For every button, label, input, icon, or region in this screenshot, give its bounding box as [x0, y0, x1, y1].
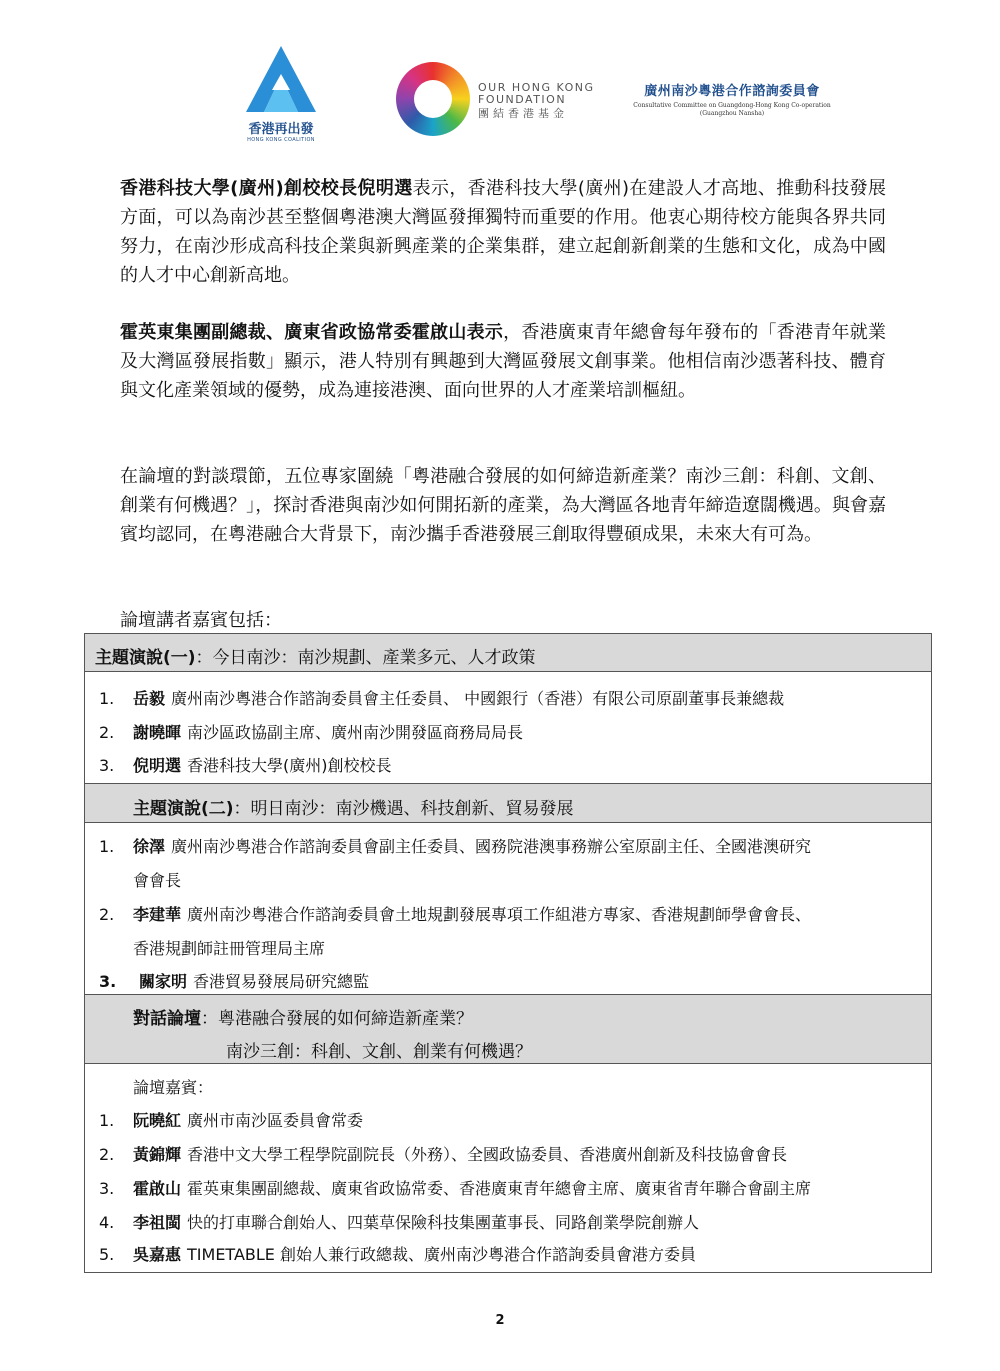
section-1-title: 主題演說(一) [95, 648, 196, 668]
speakers-table [84, 633, 932, 1273]
cc-en1: Consultative Committee on Guangdong-Hong Kong Co-operation [633, 102, 831, 109]
list-item: 1. 岳毅 廣州南沙粵港合作諮詢委員會主任委員、 中國銀行（香港）有限公司原副董事長兼總裁 [99, 689, 785, 708]
cc-en2: (Guangzhou Nansha) [699, 110, 765, 117]
section-3-topic: ：粵港融合發展的如何締造新產業？ [201, 1009, 473, 1029]
speakers-intro: 論壇講者嘉賓包括： [120, 610, 282, 631]
hkc-zh-text: 香港再出發 [248, 122, 314, 137]
p1-body: 表示，香港科技大學(廣州)在建設人才高地、推動科技發展方面，可以為南沙甚至整個粵港澳大灣區發揮獨特而重要的作用。他衷心期待校方能與各界共同努力，在南沙形成高科技企業與新興產業的企業集群，建立起創新創業的生態和文化，成為中國的人才中心創新高地。 [120, 178, 887, 286]
list-item-continuation: 香港規劃師註冊管理局主席 [133, 939, 326, 958]
p2-speaker: 霍英東集團副總裁、廣東省政協常委霍啟山表示 [120, 322, 504, 343]
paragraph-1 [120, 174, 886, 290]
list-item-continuation: 會會長 [133, 871, 182, 890]
paragraph-3: 在論壇的對談環節，五位專家圍繞「粵港融合發展的如何締造新產業？南沙三創：科創、文創、創業有何機遇？」，探討香港與南沙如何開拓新的產業，為大灣區各地青年締造遼闊機遇。與會嘉賓均認同，在粵港融合大背景下，南沙攜手香港發展三創取得豐碩成果，未來大有可為。 [120, 466, 886, 545]
page-number: 2 [495, 1313, 505, 1328]
hkc-en-text: HONG KONG COALITION [247, 137, 315, 143]
paragraph-2 [120, 318, 886, 405]
list-item: 3. 關家明 香港貿易發展局研究總監 [99, 972, 370, 991]
section-3-title: 對話論壇 [133, 1009, 201, 1029]
list-item: 1. 阮曉紅 廣州市南沙區委員會常委 [99, 1111, 364, 1130]
list-item: 5. 吳嘉惠 TIMETABLE 創始人兼行政總裁、廣州南沙粵港合作諮詢委員會港方委員 [99, 1245, 696, 1264]
list-item: 4. 李祖閩 快的打車聯合創始人、四葉草保險科技集團董事長、同路創業學院創辦人 [99, 1213, 700, 1232]
p1-speaker: 香港科技大學(廣州)創校校長倪明選 [120, 178, 413, 199]
section-2-title: 主題演說(二) [133, 799, 234, 819]
guests-label: 論壇嘉賓： [133, 1078, 214, 1097]
section-2-header [85, 783, 931, 823]
hkc-arrow-icon [246, 46, 316, 112]
section-1-topic: ：今日南沙：南沙規劃、產業多元、人才政策 [195, 648, 536, 668]
ohk-line1: OUR HONG KONG [478, 81, 595, 94]
ohk-line2: FOUNDATION [478, 93, 567, 106]
section-2-topic: ：明日南沙：南沙機遇、科技創新、貿易發展 [233, 799, 574, 819]
hong-kong-coalition-logo [236, 46, 326, 150]
ohk-ring-icon [396, 62, 470, 136]
section-1-header [85, 634, 931, 672]
section-3-header [85, 994, 931, 1064]
cc-zh: 廣州南沙粵港合作諮詢委員會 [644, 84, 820, 99]
list-item: 2. 謝曉暉 南沙區政協副主席、廣州南沙開發區商務局局長 [99, 723, 524, 742]
list-item: 1. 徐澤 廣州南沙粵港合作諮詢委員會副主任委員、國務院港澳事務辦公室原副主任、全國港澳研究 [99, 837, 812, 856]
list-item: 3. 倪明選 香港科技大學(廣州)創校校長 [99, 756, 392, 775]
list-item: 2. 李建華 廣州南沙粵港合作諮詢委員會土地規劃發展專項工作組港方專家、香港規劃師學會會長、 [99, 905, 812, 924]
list-item: 3. 霍啟山 霍英東集團副總裁、廣東省政協常委、香港廣東青年總會主席、廣東省青年聯合會副主席 [99, 1179, 812, 1198]
list-item: 2. 黃錦輝 香港中文大學工程學院副院長（外務）、全國政協委員、香港廣州創新及科技協會會長 [99, 1145, 788, 1164]
our-hong-kong-foundation-logo [396, 62, 596, 142]
ohk-zh: 團結香港基金 [478, 107, 568, 120]
header-logos [0, 40, 1000, 150]
section-3-topic-line2: 南沙三創：科創、文創、創業有何機遇？ [226, 1042, 532, 1062]
p2-body: ，香港廣東青年總會每年發布的「香港青年就業及大灣區發展指數」顯示，港人特別有興趣到大灣區發展文創事業。他相信南沙憑著科技、體育與文化產業領域的優勢，成為連接港澳、面向世界的人才產業培訓樞紐。 [120, 322, 887, 401]
consultative-committee-logo [632, 80, 832, 118]
